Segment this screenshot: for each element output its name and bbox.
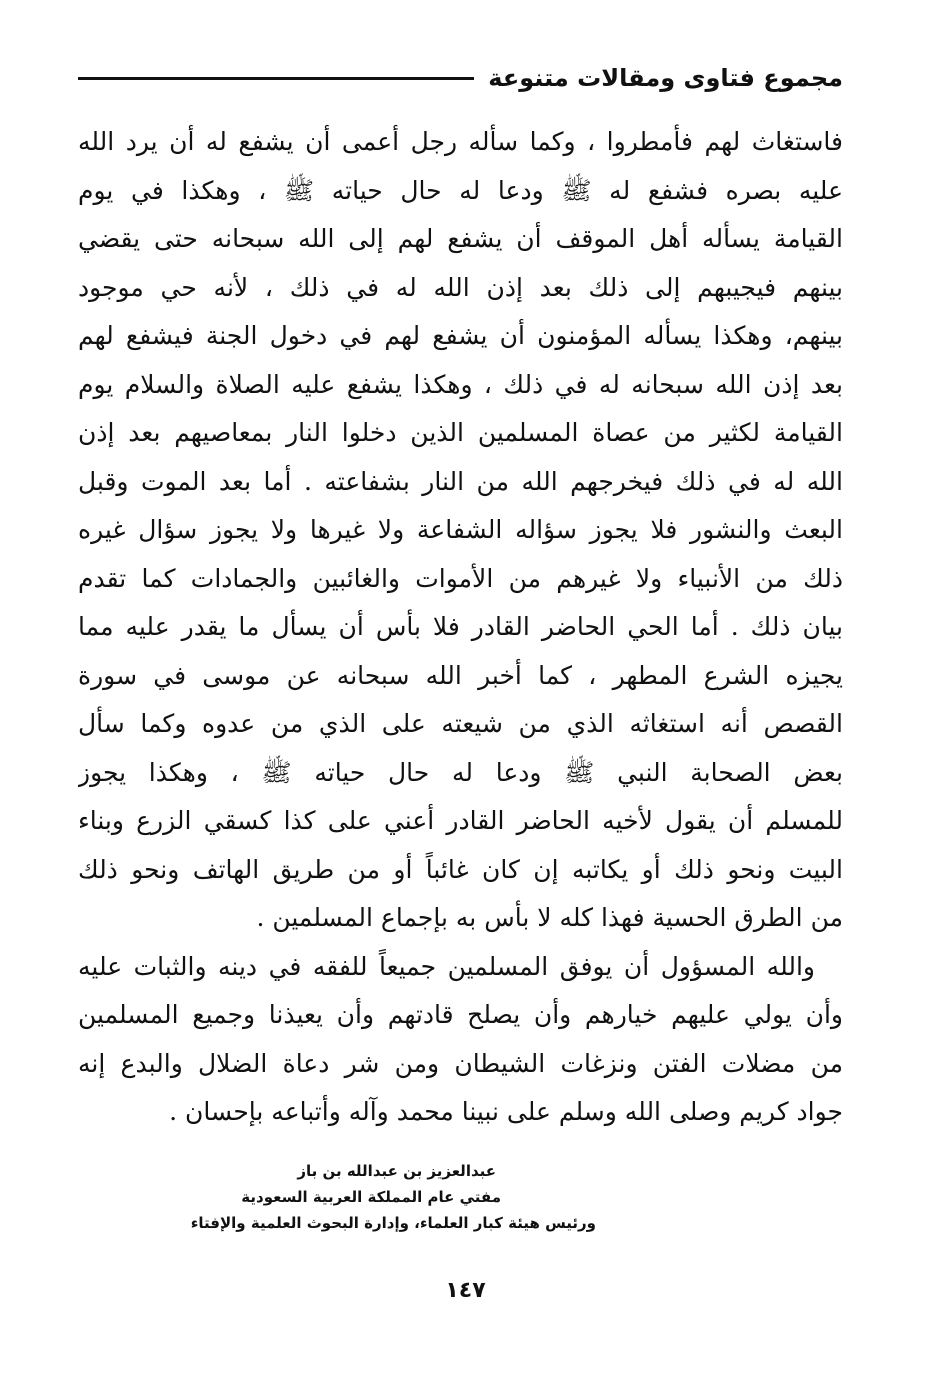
text-line: وأن يولي عليهم خيارهم وأن يصلح قادتهم وأن يعيذنا وجميع المسلمين: [78, 1000, 843, 1029]
header-rule: [78, 77, 474, 80]
page-number: ١٤٧: [445, 1278, 486, 1303]
text-line: يجيزه الشرع المطهر ، كما أخبر الله سبحانه عن موسى في سورة: [78, 660, 843, 690]
text-line: والله المسؤول أن يوفق المسلمين جميعاً للفقه في دينه والثبات عليه: [78, 951, 815, 981]
text-line: جواد كريم وصلى الله وسلم على نبينا محمد وآله وأتباعه بإحسان .: [169, 1097, 843, 1126]
signature-block: [96, 1158, 596, 1236]
text-line: القيامة لكثير من عصاة المسلمين الذين دخلوا النار بمعاصيهم بعد إذن: [78, 418, 843, 447]
text-line: البعث والنشور فلا يجوز سؤاله الشفاعة ولا غيرها ولا يجوز سؤال غيره: [78, 515, 843, 544]
text-line: ذلك من الأنبياء ولا غيرهم من الأموات والغائبين والجمادات كما تقدم: [78, 563, 843, 593]
signature-role: ورئيس هيئة كبار العلماء، وإدارة البحوث العلمية والإفتاء: [190, 1214, 596, 1232]
text-line: بينهم، وهكذا يسأله المؤمنون أن يشفع لهم في دخول الجنة فيشفع لهم: [78, 321, 843, 350]
running-header: [78, 58, 843, 98]
text-line: فاستغاث لهم فأمطروا ، وكما سأله رجل أعمى أن يشفع له أن يرد الله: [78, 127, 843, 156]
signature-title: مفتي عام المملكة العربية السعودية: [241, 1188, 501, 1206]
text-line: البيت ونحو ذلك أو يكاتبه إن كان غائباً أو من طريق الهاتف ونحو ذلك: [78, 854, 843, 884]
text-line: بعض الصحابة النبي ﷺ ودعا له حال حياته ﷺ ، وهكذا يجوز: [78, 757, 843, 787]
text-line: بعد إذن الله سبحانه له في ذلك ، وهكذا يشفع عليه الصلاة والسلام يوم: [78, 369, 843, 399]
text-line: القيامة يسأله أهل الموقف أن يشفع لهم إلى الله سبحانه حتى يقضي: [78, 224, 843, 253]
header-title: مجموع فتاوى ومقالات متنوعة: [488, 64, 843, 92]
text-line: للمسلم أن يقول لأخيه الحاضر القادر أعني على كذا كسقي الزرع وبناء: [78, 806, 843, 835]
text-line: من الطرق الحسية فهذا كله لا بأس به بإجماع المسلمين .: [256, 903, 843, 932]
text-line: بيان ذلك . أما الحي الحاضر القادر فلا بأس أن يسأل ما يقدر عليه مما: [78, 612, 843, 641]
text-line: بينهم فيجيبهم إلى ذلك بعد إذن الله له في ذلك ، لأنه حي موجود: [78, 272, 843, 302]
text-line: عليه بصره فشفع له ﷺ ودعا له حال حياته ﷺ ، وهكذا في يوم: [78, 175, 843, 205]
paragraph-1: [78, 118, 843, 943]
main-text: [78, 118, 843, 1137]
text-line: الله له في ذلك فيخرجهم الله من النار بشفاعته . أما بعد الموت وقبل: [78, 466, 843, 496]
paragraph-2: [78, 943, 843, 1137]
text-line: من مضلات الفتن ونزغات الشيطان ومن شر دعاة الضلال والبدع إنه: [78, 1048, 843, 1078]
text-line: القصص أنه استغاثه الذي من شيعته على الذي من عدوه وكما سأل: [78, 709, 843, 738]
signature-name: عبدالعزيز بن عبدالله بن باز: [297, 1162, 496, 1180]
